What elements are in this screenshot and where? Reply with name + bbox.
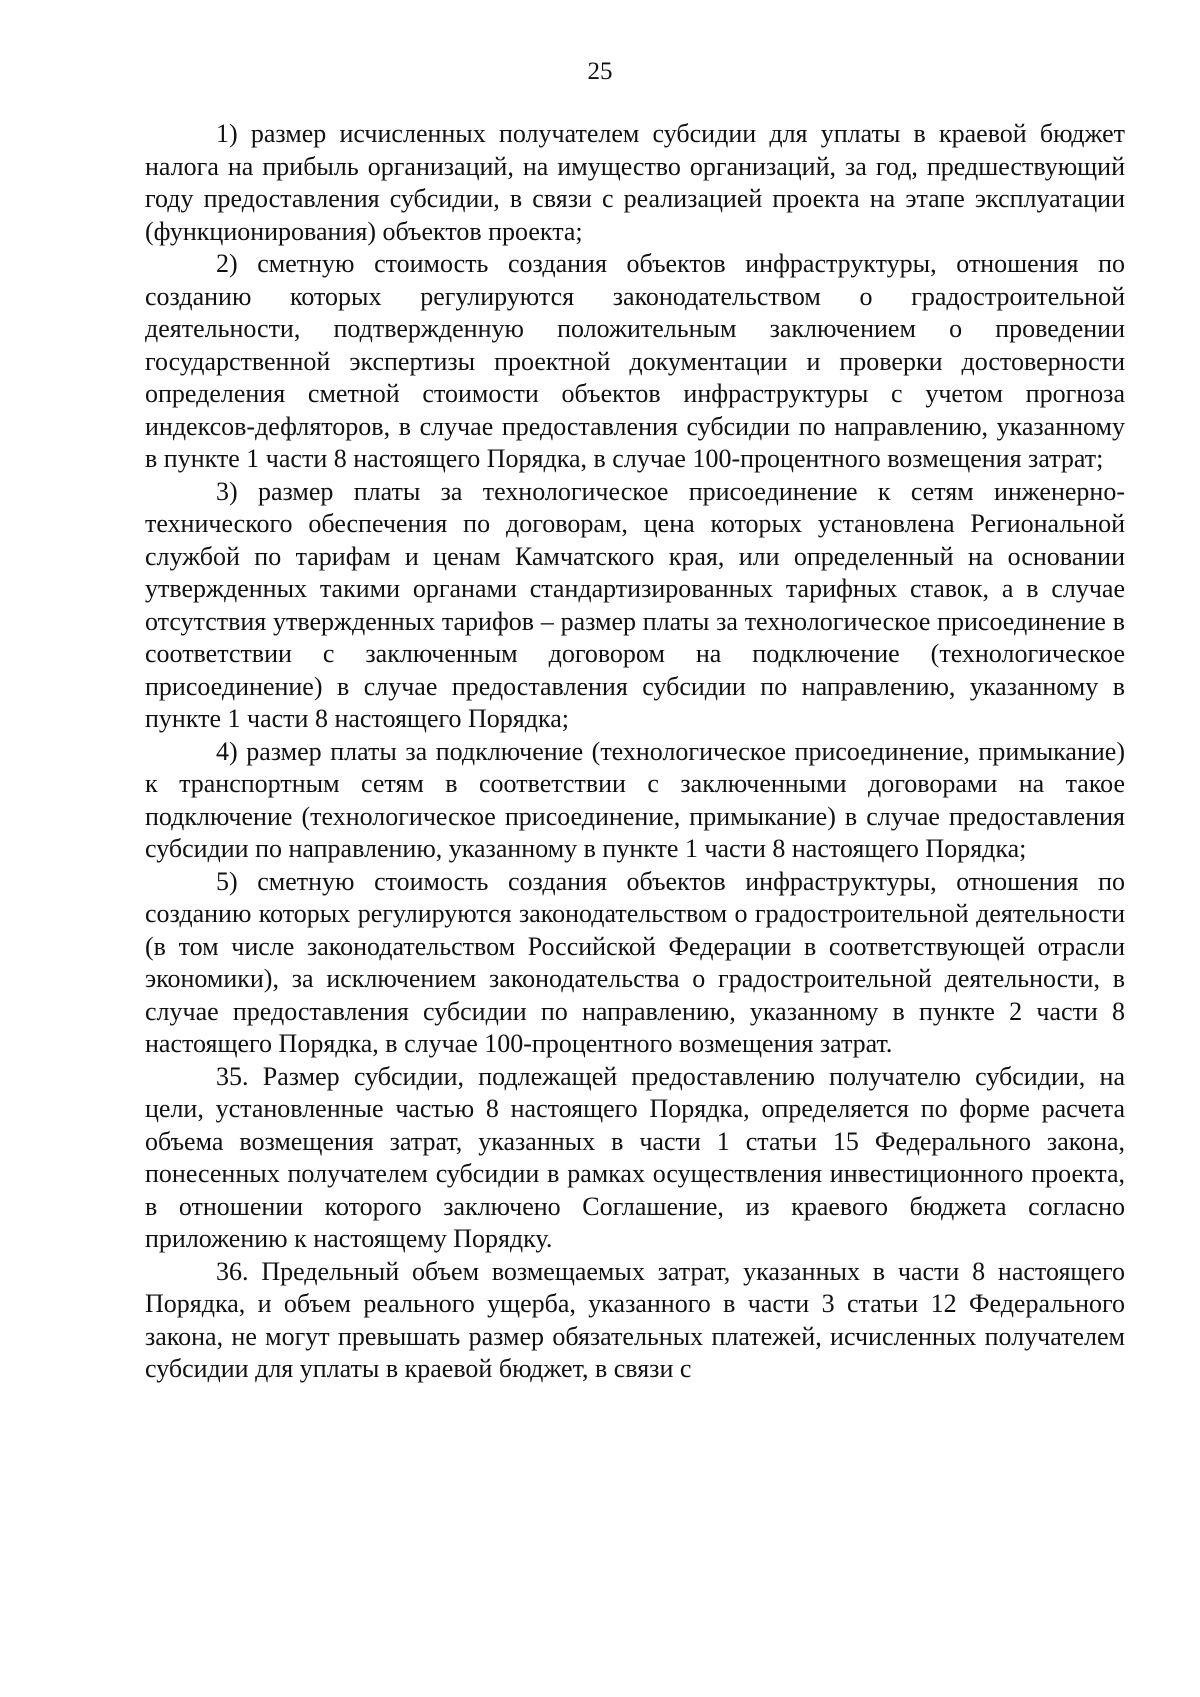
document-body — [145, 118, 1125, 1386]
page-number: 25 — [587, 58, 613, 85]
paragraph-36: 36. Предельный объем возмещаемых затрат, указанных в части 8 настоящего Порядка, и объем реального ущерба, указанного в части 3 статьи 12 Федерального закона, не могут превышать размер обязательных платежей, исчисленных получателем субсидии для уплаты в краевой бюджет, в связи с — [145, 1256, 1125, 1383]
paragraph-item-4: 4) размер платы за подключение (технологическое присоединение, примыкание) к транспортным сетям в соответствии с заключенными договорами на такое подключение (технологическое присоединение, примыкание) в случае предоставления субсидии по направлению, указанному в пункте 1 части 8 настоящего Порядка; — [145, 736, 1125, 863]
paragraph-item-2: 2) сметную стоимость создания объектов инфраструктуры, отношения по созданию которых регулируются законодательством о градостроительной деятельности, подтвержденную положительным заключением о проведении государственной экспертизы проектной документации и проверки достоверности определения сметной стоимости объектов инфраструктуры с учетом прогноза индексов-дефляторов, в случае предоставления субсидии по направлению, указанному в пункте 1 части 8 настоящего Порядка, в случае 100-процентного возмещения затрат; — [145, 249, 1125, 473]
paragraph-item-5: 5) сметную стоимость создания объектов инфраструктуры, отношения по созданию которых регулируются законодательством о градостроительной деятельности (в том числе законодательством Российской Федерации в соответствующей отрасли экономики), за исключением законодательства о градостроительной деятельности, в случае предоставления субсидии по направлению, указанному в пункте 2 части 8 настоящего Порядка, в случае 100-процентного возмещения затрат. — [145, 866, 1125, 1058]
paragraph-35: 35. Размер субсидии, подлежащей предоставлению получателю субсидии, на цели, установленные частью 8 настоящего Порядка, определяется по форме расчета объема возмещения затрат, указанных в части 1 статьи 15 Федерального закона, понесенных получателем субсидии в рамках осуществления инвестиционного проекта, в отношении которого заключено Соглашение, из краевого бюджета согласно приложению к настоящему Порядку. — [145, 1061, 1125, 1253]
paragraph-item-3: 3) размер платы за технологическое присоединение к сетям инженерно-технического обеспечения по договорам, цена которых установлена Региональной службой по тарифам и ценам Камчатского края, или определенный на основании утвержденных такими органами стандартизированных тарифных ставок, а в случае отсутствия утвержденных тарифов – размер платы за технологическое присоединение в соответствии с заключенным договором на подключение (технологическое присоединение) в случае предоставления субсидии по направлению, указанному в пункте 1 части 8 настоящего Порядка; — [145, 476, 1125, 733]
paragraph-item-1: 1) размер исчисленных получателем субсидии для уплаты в краевой бюджет налога на прибыль организаций, на имущество организаций, за год, предшествующий году предоставления субсидии, в связи с реализацией проекта на этапе эксплуатации (функционирования) объектов проекта; — [145, 119, 1125, 246]
